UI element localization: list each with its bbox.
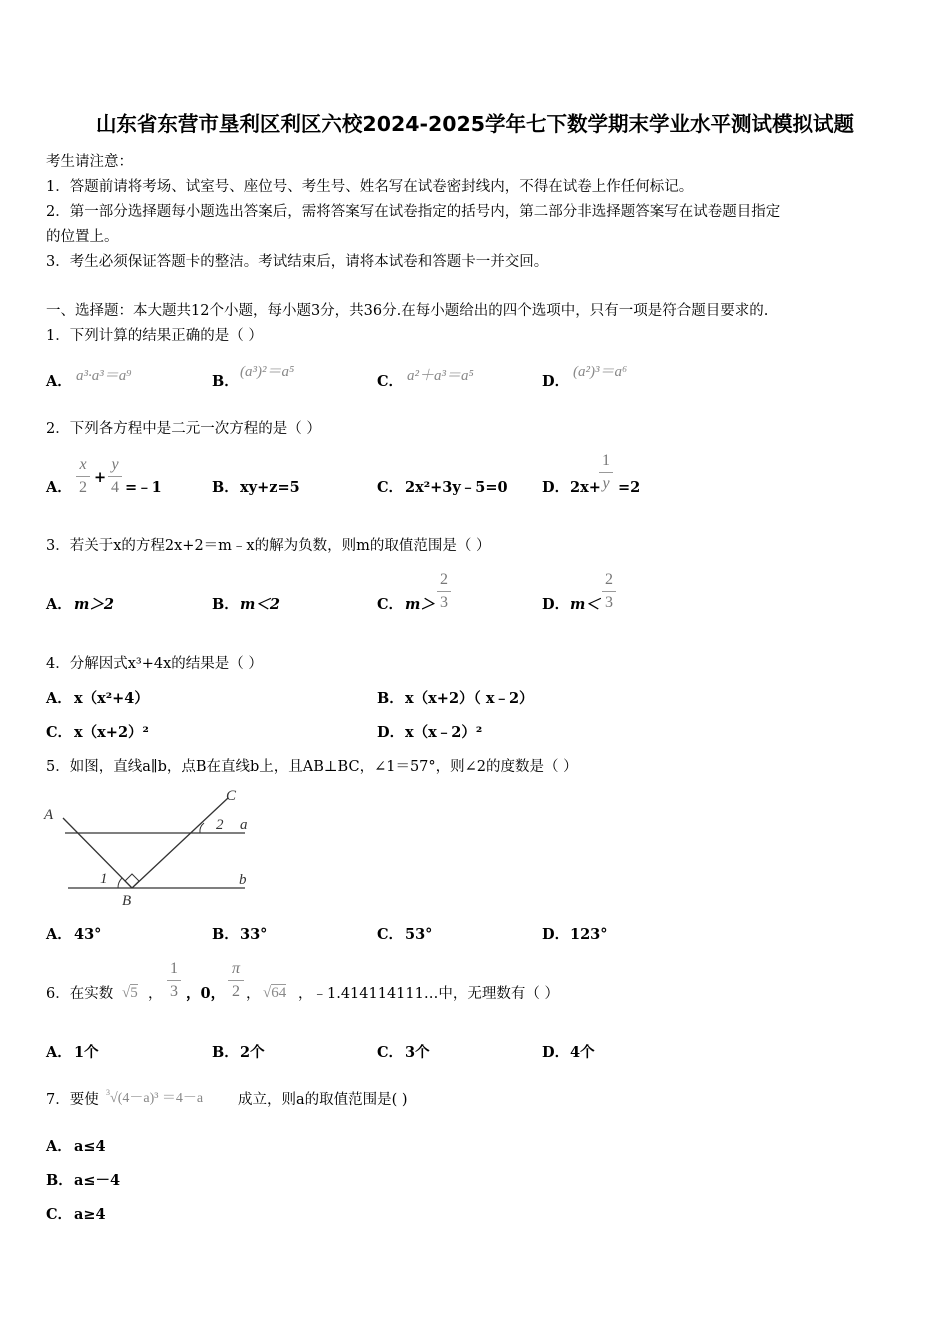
radicand: 64: [271, 985, 287, 1001]
question-stem-tail: 成立，则a的取值范围是( ): [238, 1092, 408, 1108]
denominator: 2: [79, 479, 87, 496]
option-label: C．: [377, 479, 404, 496]
option-label: A．: [46, 926, 72, 943]
fraction-y-over-4: [108, 456, 122, 497]
option-label: A．: [46, 596, 72, 613]
option-label: A．: [46, 1044, 72, 1061]
option-a-text: 1个: [74, 1044, 99, 1061]
geometry-figure: [40, 783, 255, 908]
option-label: C．: [377, 596, 404, 613]
zero-text: ，0，: [186, 985, 226, 1002]
question-stem: 5．如图，直线a∥b，点B在直线b上，且AB⊥BC，∠1＝57°，则∠2的度数是（ ）: [46, 759, 578, 775]
sqrt-5: [122, 983, 138, 1003]
denominator: 3: [440, 594, 448, 611]
plus-sign: +: [94, 469, 107, 486]
denominator: 2: [232, 983, 240, 1000]
option-a-formula: a³·a³＝a⁹: [76, 368, 132, 384]
label-angle-2: 2: [216, 817, 224, 833]
option-label: B．: [212, 926, 239, 943]
option-label: C．: [46, 1206, 73, 1223]
option-d-text: 123°: [570, 926, 608, 943]
notice-heading: 考生请注意：: [46, 154, 133, 170]
fraction-pi-over-2: [228, 960, 244, 1001]
radical-sign: √: [122, 985, 131, 1001]
fraction-2-over-3: [602, 571, 616, 612]
option-a-text: m＞2: [74, 596, 114, 613]
notice-item: 1．答题前请将考场、试室号、座位号、考生号、姓名写在试卷密封线内，不得在试卷上作任何标记。: [46, 179, 694, 195]
segment-bc: [132, 798, 228, 888]
question-stem-head: 6．在实数: [46, 986, 114, 1002]
option-a-text: 43°: [74, 926, 102, 943]
option-b-text: xy+z=5: [240, 479, 300, 496]
denominator: 3: [170, 983, 178, 1000]
notice-item: 3．考生必须保证答题卡的整洁。考试结束后，请将本试卷和答题卡一并交回。: [46, 254, 549, 270]
option-d-text: x（x﹣2）²: [405, 724, 483, 741]
fraction-2-over-3: [437, 571, 451, 612]
option-label: B．: [46, 1172, 73, 1189]
option-d-text: 4个: [570, 1044, 595, 1061]
option-label: D．: [377, 724, 405, 741]
option-c-text: 3个: [405, 1044, 430, 1061]
question-stem-head: 7．要使: [46, 1092, 99, 1108]
option-b-text: x（x+2）（ x﹣2）: [405, 690, 534, 707]
numerator: y: [111, 456, 119, 473]
fraction-bar: [228, 980, 244, 981]
option-label: C．: [377, 926, 404, 943]
question-stem: 4．分解因式x³+4x的结果是（ ）: [46, 656, 263, 672]
option-label: A．: [46, 373, 72, 390]
numerator: π: [231, 960, 240, 977]
denominator: 4: [111, 479, 119, 496]
expression: (4－a)³ ＝4－a: [117, 1091, 204, 1106]
option-c-text: 2x²+3y﹣5=0: [405, 479, 508, 496]
page-title: 山东省东营市垦利区利区六校2024-2025学年七下数学期末学业水平测试模拟试题: [95, 112, 855, 136]
option-c-text: 53°: [405, 926, 433, 943]
label-a: a: [240, 817, 248, 833]
option-label: D．: [542, 1044, 570, 1061]
option-d-head: m＜: [570, 596, 600, 613]
fraction-1-over-3: [167, 960, 181, 1001]
cube-root-expression: [106, 1083, 203, 1109]
option-c-head: m＞: [405, 596, 435, 613]
question-stem: 2．下列各方程中是二元一次方程的是（ ）: [46, 421, 321, 437]
fraction-bar: [602, 591, 616, 592]
question-stem-tail: ，﹣1.414114111…中，无理数有（ ）: [298, 986, 559, 1002]
fraction-bar: [108, 476, 122, 477]
option-a-text: a≤4: [74, 1138, 106, 1155]
option-c-text: a≥4: [74, 1206, 106, 1223]
sqrt-64: [263, 983, 286, 1003]
label-angle-1: 1: [100, 871, 108, 887]
radical-sign: √: [110, 1091, 118, 1106]
question-stem: 1．下列计算的结果正确的是（ ）: [46, 328, 263, 344]
radicand: 5: [130, 985, 138, 1001]
option-label: B．: [212, 479, 239, 496]
option-label: A．: [46, 479, 72, 496]
option-d-tail: =2: [618, 479, 641, 496]
numerator: 2: [605, 571, 613, 588]
comma: ，: [148, 986, 163, 1002]
label-b: b: [239, 872, 247, 888]
comma: ，: [246, 986, 261, 1002]
option-label: A．: [46, 690, 72, 707]
fraction-1-over-y: [599, 452, 613, 493]
option-b-text: a≤－4: [74, 1172, 121, 1189]
denominator: 3: [605, 594, 613, 611]
right-angle-mark: [125, 874, 139, 888]
option-b-text: 2个: [240, 1044, 265, 1061]
option-c-text: x（x+2）²: [74, 724, 149, 741]
option-label: D．: [542, 596, 570, 613]
option-b-formula: (a³)²＝a⁵: [240, 364, 295, 380]
label-A: A: [44, 807, 54, 823]
option-d-formula: (a²)³＝a⁶: [573, 364, 628, 380]
question-stem: 3．若关于x的方程2x+2＝m﹣x的解为负数，则m的取值范围是（ ）: [46, 538, 491, 554]
notice-item: 2．第一部分选择题每小题选出答案后，需将答案写在试卷指定的括号内，第二部分非选择题答案写在试卷题目指定: [46, 204, 781, 220]
root-index: 3: [106, 1088, 110, 1097]
option-label: D．: [542, 373, 570, 390]
fraction-bar: [437, 591, 451, 592]
option-b-text: 33°: [240, 926, 268, 943]
numerator: 2: [440, 571, 448, 588]
option-a-tail: =﹣1: [125, 479, 162, 496]
option-label: C．: [377, 1044, 404, 1061]
denominator: y: [602, 475, 610, 492]
numerator: x: [79, 456, 87, 473]
option-c-formula: a²＋a³＝a⁵: [407, 368, 474, 384]
segment-ab: [63, 818, 132, 888]
option-label: C．: [46, 724, 73, 741]
option-label: C．: [377, 373, 404, 390]
option-b-text: m＜2: [240, 596, 280, 613]
option-label: B．: [212, 596, 239, 613]
label-B: B: [122, 893, 132, 908]
option-label: B．: [212, 373, 239, 390]
option-label: D．: [542, 926, 570, 943]
fraction-bar: [167, 980, 181, 981]
numerator: 1: [170, 960, 178, 977]
option-label: A．: [46, 1138, 72, 1155]
fraction-x-over-2: [76, 456, 90, 497]
label-C: C: [226, 788, 237, 804]
option-label: B．: [212, 1044, 239, 1061]
option-label: B．: [377, 690, 404, 707]
fraction-bar: [76, 476, 90, 477]
option-label: D．: [542, 479, 570, 496]
radical-sign: √: [263, 985, 272, 1001]
notice-item: 的位置上。: [46, 229, 119, 245]
section-heading: 一、选择题：本大题共12个小题，每小题3分，共36分.在每小题给出的四个选项中，只有一项是符合题目要求的.: [46, 303, 769, 319]
option-a-text: x（x²+4）: [74, 690, 149, 707]
option-d-head: 2x+: [570, 479, 601, 496]
numerator: 1: [602, 452, 610, 469]
angle-1-arc: [118, 878, 122, 888]
fraction-bar: [599, 472, 613, 473]
